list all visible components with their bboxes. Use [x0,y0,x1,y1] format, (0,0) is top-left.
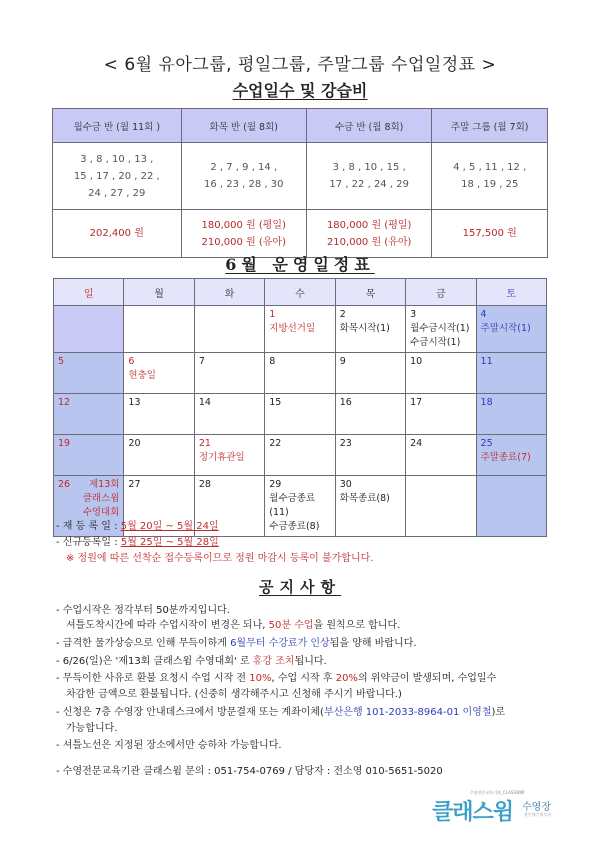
calendar-day [265,353,335,394]
calendar-day [406,306,476,353]
price-line: 210,000 원 (유아) [201,236,286,248]
re-registration-label: - 재 등 록 일 : [56,521,121,532]
day-number: 7 [198,356,205,367]
calendar-weekday-row [54,279,547,306]
calendar-day [265,435,335,476]
weekday-sun: 일 [54,279,124,306]
notice-text: - 급격한 물가상승으로 인해 무득이하게 [56,638,231,649]
notice-text: 의 위약금이 발생되며, 수업일수 [357,673,497,684]
weekday-fri: 금 [406,279,476,306]
price-cell [432,210,548,258]
calendar-day [265,306,335,353]
calendar-day [335,353,405,394]
notice-item [56,654,556,669]
calendar-week [54,353,547,394]
price-cell [181,210,306,258]
calendar-day [406,353,476,394]
day-number: 18 [480,397,493,408]
days-line: 4 , 5 , 11 , 12 , [453,162,527,173]
fee-table-header [53,109,548,143]
calendar-day [406,435,476,476]
class-days-cell [181,143,306,210]
notice-title [0,576,600,597]
day-event: 클래스윔 [82,493,120,504]
day-number: 22 [269,438,282,449]
calendar-day [54,435,124,476]
logo-brand: 클래스윔 [432,800,514,825]
notice-item [56,671,556,686]
days-line: 3 , 8 , 10 , 15 , [332,162,406,173]
day-event: 수금종료(8) [269,521,320,532]
days-line: 3 , 8 , 10 , 13 , [80,153,154,165]
price-cell [306,210,431,258]
day-event: 월수금시작(1) [410,323,470,334]
calendar-day [265,476,335,537]
days-line: 18 , 19 , 25 [461,179,519,190]
fee-col-header: 주말 그룹 (월 7회) [432,109,548,143]
calendar-day-empty [476,476,546,537]
fee-col-header: 월수금 반 (월 11회 ) [53,109,182,143]
notice-text: , 수업 시작 후 [271,673,336,684]
new-registration-label: - 신규등록일 : [56,537,121,548]
days-line: 15 , 17 , 20 , 22 , [73,170,160,182]
logo-tagline: 수영전문교육기관_CLASSWIM [470,790,525,795]
day-event: 제13회 [88,479,120,490]
day-event: 수영대회 [82,507,120,518]
calendar-day [54,353,124,394]
notice-text: 을 원칙으로 합니다. [313,620,401,631]
calendar-day [335,435,405,476]
days-line: 24 , 27 , 29 [88,187,146,199]
re-registration-dates: 5월 20일 ~ 5월 24일 [120,521,219,532]
new-registration-dates: 5월 25일 ~ 5월 28일 [120,537,219,548]
fee-col-header: 수금 반 (월 8회) [306,109,431,143]
day-number: 9 [339,356,346,367]
price-line: 180,000 원 (평일) [326,219,412,231]
calendar-day [335,306,405,353]
bank-account: 부산은행 101-2033-8964-01 이영철 [323,707,492,718]
fee-price-row [53,210,548,258]
contact-info: - 수영전문교육기관 클래스윔 문의 : 051-754-0769 / 담당자 : 전소영 010-5651-5020 [56,766,443,777]
day-number: 29 [269,479,282,490]
day-number: 11 [480,356,493,367]
calendar [53,278,547,537]
calendar-day [476,353,546,394]
day-number: 4 [480,309,487,320]
calendar-day-empty [406,476,476,537]
notice-item: - 수업시작은 정각부터 50분까지입니다. [56,605,230,616]
calendar-day [335,394,405,435]
fee-section-title [0,78,600,101]
calendar-day-empty [124,306,194,353]
calendar-day-empty [54,306,124,353]
calendar-day [476,435,546,476]
registration-warning: ※ 정원에 따른 선착순 접수등록이므로 정원 마감시 등록이 불가합니다. [66,553,374,564]
day-event-block [83,478,120,520]
day-event: 화목종료(8) [339,493,390,504]
day-event: 지방선거일 [269,323,316,334]
day-event: 현충일 [128,370,156,381]
calendar-day [54,394,124,435]
notice-text: - 6/26(일)은 '제13회 클래스윔 수영대회' 로 [56,656,253,667]
day-number: 30 [339,479,352,490]
fee-days-row [53,143,548,210]
day-number: 2 [339,309,346,320]
day-event: 주말종료(7) [480,452,531,463]
price-cell [53,210,182,258]
new-registration-line [56,533,219,548]
day-number: 19 [58,438,71,449]
price-line: 210,000 원 (유아) [326,236,412,248]
notice-title-text: 공지사항 [259,578,341,596]
fee-table [52,108,548,258]
day-event: 화목시작(1) [339,323,390,334]
calendar-day [335,476,405,537]
days-line: 2 , 7 , 9 , 14 , [210,162,278,173]
day-number: 14 [198,397,211,408]
day-event: 정기휴관일 [198,452,245,463]
days-line: 16 , 23 , 28 , 30 [203,179,284,190]
day-number: 25 [480,438,493,449]
document-title: < 6월 유아그룹, 평일그룹, 주말그룹 수업일정표 > [103,55,497,75]
notice-highlight: 6월무터 수강료가 인상 [230,638,330,649]
notice-item [56,636,556,651]
calendar-day [476,394,546,435]
notice-text: 셔틀도착시간에 따라 수업시작이 변경은 되나, [66,620,269,631]
calendar-title [0,252,600,275]
day-number: 6 [128,356,135,367]
weekday-thu: 목 [335,279,405,306]
calendar-title-text: 6월 운영일정표 [225,255,375,274]
weekday-mon: 월 [124,279,194,306]
day-number: 24 [410,438,423,449]
calendar-day [476,306,546,353]
notice-item: - 셔틀노선은 지정된 장소에서만 승하차 가능합니다. [56,740,282,751]
day-number: 17 [410,397,423,408]
sun-event-wrap [58,478,119,520]
notice-item [56,705,556,720]
calendar-day [124,435,194,476]
fee-col-header: 화목 반 (월 8회) [181,109,306,143]
calendar-week [54,394,547,435]
logo-branch: 광안해수월드점 [524,812,552,817]
calendar-day [124,394,194,435]
calendar-day-empty [194,306,264,353]
day-number: 28 [198,479,211,490]
class-days-cell [306,143,431,210]
notice-highlight: 50분 수업 [268,620,314,631]
class-days-cell [53,143,182,210]
notice-item: 차감한 금액으로 환불됩니다. (신중히 생각해주시고 신청해 주시기 바랍니다.) [66,689,402,700]
day-number: 16 [339,397,352,408]
notice-text: 됩니다. [294,656,327,667]
day-number: 13 [128,397,141,408]
day-number: 5 [58,356,65,367]
day-number: 10 [410,356,423,367]
day-number: 26 [58,479,71,490]
day-number: 3 [410,309,417,320]
notice-text: - 무득이한 사유로 환불 요청시 수업 시작 전 [56,673,250,684]
days-line: 17 , 22 , 24 , 29 [329,179,409,190]
day-event: 월수금종료(11) [269,493,316,518]
weekday-wed: 수 [265,279,335,306]
calendar-day [194,394,264,435]
day-event: 수금시작(1) [410,337,461,348]
fee-section-title-text: 수업일수 및 강습비 [232,81,368,100]
day-number: 20 [128,438,141,449]
day-number: 1 [269,309,276,320]
notice-text: 됨을 양해 바랍니다. [329,638,417,649]
notice-highlight: 휴강 조치 [252,656,295,667]
notice-item [66,618,566,633]
day-number: 12 [58,397,71,408]
calendar-day [194,435,264,476]
weekday-sat: 토 [476,279,546,306]
notice-text: )로 [491,707,506,718]
re-registration-line [56,517,219,532]
day-number: 27 [128,479,141,490]
classwim-logo [430,790,570,830]
notice-text: - 신청은 7층 수영장 안내데스크에서 방문결재 또는 계좌이체( [56,707,324,718]
day-number: 8 [269,356,276,367]
class-days-cell [432,143,548,210]
notice-highlight: 20% [335,673,358,684]
calendar-day [406,394,476,435]
logo-pool: 수영장 [522,802,551,813]
price-line: 180,000 원 (평일) [201,219,286,231]
weekday-tue: 화 [194,279,264,306]
day-number: 15 [269,397,282,408]
day-number: 21 [198,438,211,449]
calendar-day [124,353,194,394]
day-number: 23 [339,438,352,449]
notice-highlight: 10% [249,673,272,684]
day-event: 주말시작(1) [480,323,531,334]
calendar-day [265,394,335,435]
calendar-day [194,353,264,394]
calendar-week [54,306,547,353]
price-line: 157,500 원 [462,228,517,239]
price-line: 202,400 원 [89,228,144,239]
notice-item: 가능합니다. [66,723,118,734]
calendar-week [54,435,547,476]
